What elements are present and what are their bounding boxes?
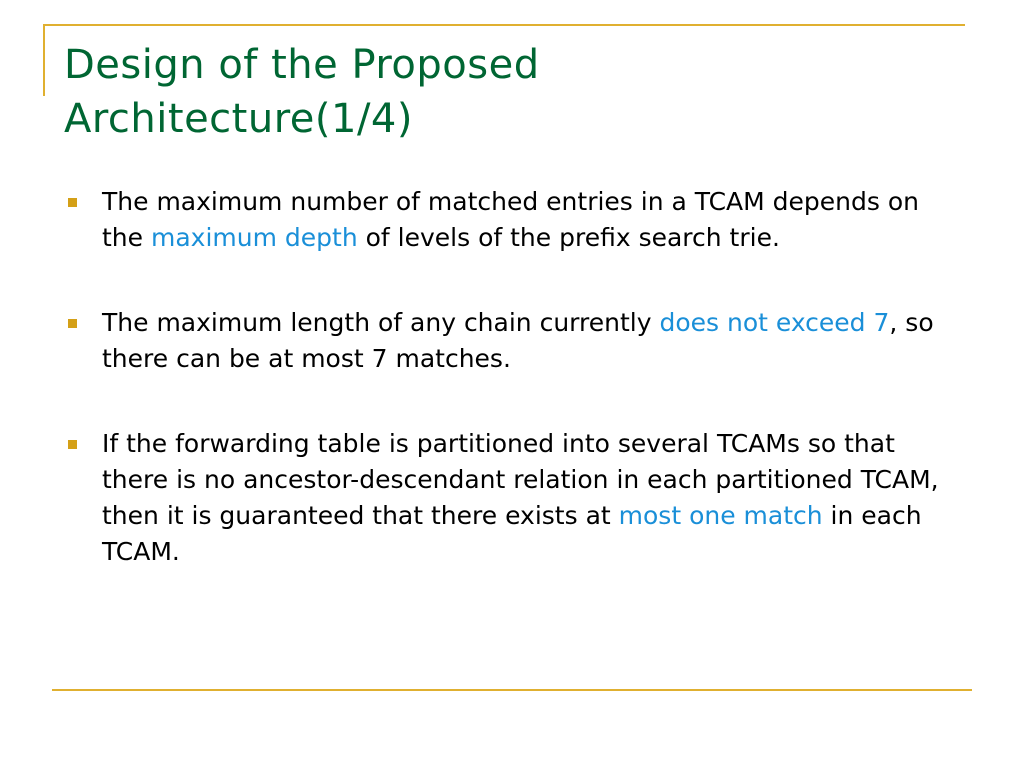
bullet-1-text-end: of levels of the prefix search trie. bbox=[357, 223, 780, 252]
bullet-3-highlight: most one match bbox=[618, 501, 823, 530]
slide-title-line-2: Architecture(1/4) bbox=[64, 96, 413, 142]
top-rule bbox=[43, 24, 965, 26]
square-bullet-icon bbox=[68, 319, 77, 328]
slide-title bbox=[64, 38, 944, 146]
bullet-3-text: If the forwarding table is partitioned into several TCAMs so that there is no ancestor-descendant relation in each partitioned TCAM, then it is guaranteed that there exists at bbox=[102, 429, 939, 530]
bullet-2-text: The maximum length of any chain currently bbox=[102, 308, 660, 337]
bullet-item-2 bbox=[64, 305, 944, 377]
square-bullet-icon bbox=[68, 198, 77, 207]
bullet-item-3 bbox=[64, 426, 944, 570]
bottom-rule bbox=[52, 689, 972, 691]
bullet-list bbox=[64, 184, 944, 619]
left-rule bbox=[43, 24, 45, 96]
bullet-2-text-end: , so there can be at most 7 matches. bbox=[102, 308, 934, 373]
bullet-1-text: The maximum number of matched entries in a TCAM depends on the bbox=[102, 187, 919, 252]
bullet-item-1 bbox=[64, 184, 944, 256]
slide-title-line-1: Design of the Proposed bbox=[64, 42, 540, 88]
bullet-3-text-end: in each TCAM. bbox=[102, 501, 922, 566]
bullet-2-highlight: does not exceed 7 bbox=[659, 308, 890, 337]
bullet-1-highlight: maximum depth bbox=[150, 223, 358, 252]
square-bullet-icon bbox=[68, 440, 77, 449]
